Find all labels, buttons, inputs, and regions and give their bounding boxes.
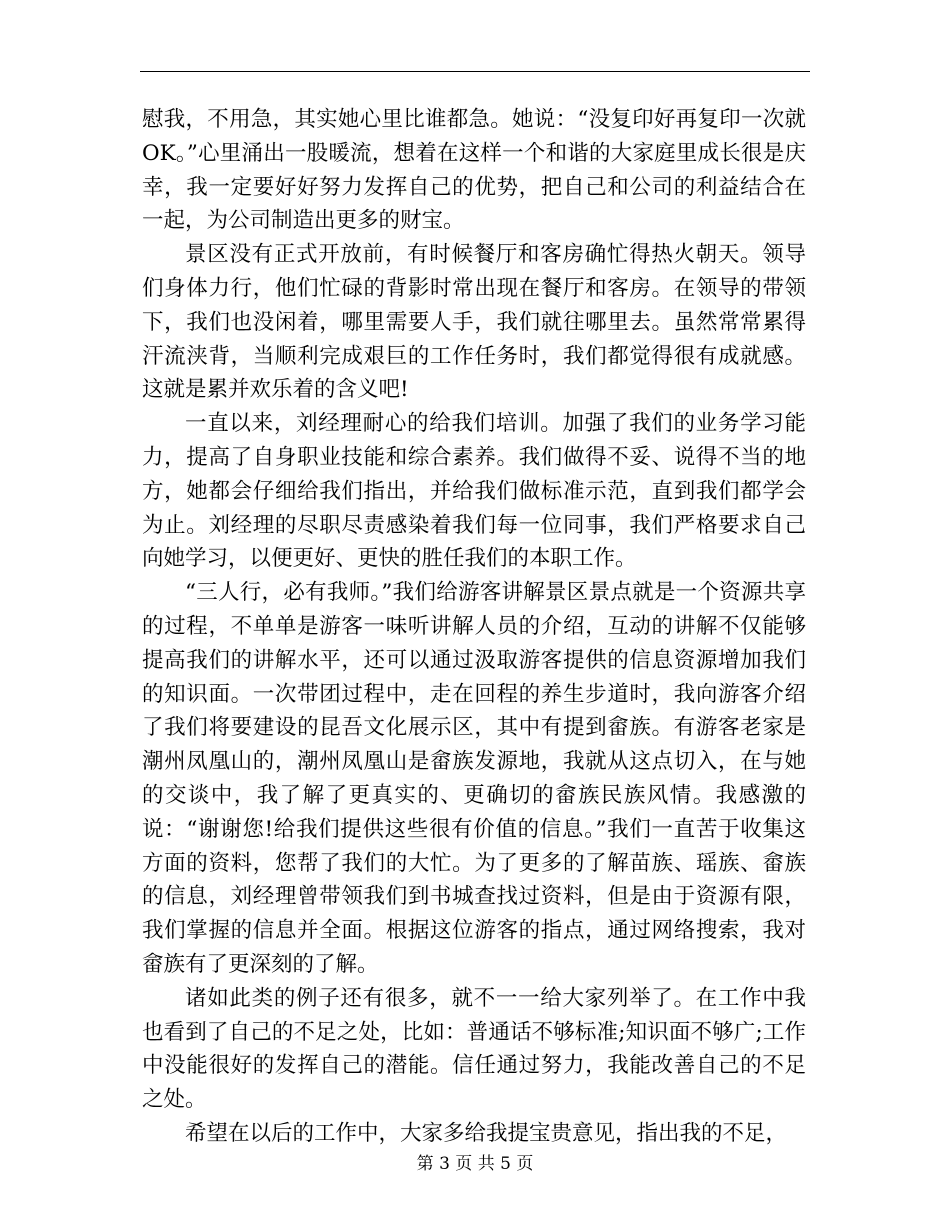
paragraph-6: 希望在以后的工作中，大家多给我提宝贵意见，指出我的不足，	[185, 1120, 788, 1146]
paragraph-1: 慰我，不用急，其实她心里比谁都急。她说：“没复印好再复印一次就OK。”心里涌出一股暖流，想着在这样一个和谐的大家庭里成长很是庆幸，我一定要好好努力发挥自己的优势，把自己和公司的利益结合在一起，为公司制造出更多的财宝。	[142, 107, 806, 234]
document-body	[142, 103, 806, 1151]
paragraph-2: 景区没有正式开放前，有时候餐厅和客房确忙得热火朝天。领导们身体力行，他们忙碌的背影时常出现在餐厅和客房。在领导的带领下，我们也没闲着，哪里需要人手，我们就往哪里去。虽然常常累得汗流浃背，当顺利完成艰巨的工作任务时，我们都觉得很有成就感。这就是累并欢乐着的含义吧!	[142, 242, 806, 403]
paragraph-4: “三人行，必有我师。”我们给游客讲解景区景点就是一个资源共享的过程，不单单是游客一味听讲解人员的介绍，互动的讲解不仅能够提高我们的讲解水平，还可以通过汲取游客提供的信息资源增加我们的知识面。一次带团过程中，走在回程的养生步道时，我向游客介绍了我们将要建设的昆吾文化展示区，其中有提到畲族。有游客老家是潮州凤凰山的，潮州凤凰山是畲族发源地，我就从这点切入，在与她的交谈中，我了解了更真实的、更确切的畲族民族风情。我感激的说：“谢谢您!给我们提供这些很有价值的信息。”我们一直苦于收集这方面的资料，您帮了我们的大忙。为了更多的了解苗族、瑶族、畲族的信息，刘经理曾带领我们到书城查找过资料，但是由于资源有限，我们掌握的信息并全面。根据这位游客的指点，通过网络搜索，我对畲族有了更深刻的了解。	[142, 580, 806, 977]
header-rule	[140, 71, 810, 72]
page-number: 第 3 页 共 5 页	[416, 1154, 534, 1174]
paragraph-3: 一直以来，刘经理耐心的给我们培训。加强了我们的业务学习能力，提高了自身职业技能和综合素养。我们做得不妥、说得不当的地方，她都会仔细给我们指出，并给我们做标准示范，直到我们都学会为止。刘经理的尽职尽责感染着我们每一位同事，我们严格要求自己向她学习，以便更好、更快的胜任我们的本职工作。	[142, 411, 806, 572]
page-footer	[0, 1152, 950, 1176]
paragraph-5: 诸如此类的例子还有很多，就不一一给大家列举了。在工作中我也看到了自己的不足之处，比如：普通话不够标准;知识面不够广;工作中没能很好的发挥自己的潜能。信任通过努力，我能改善自己的不足之处。	[142, 985, 806, 1113]
